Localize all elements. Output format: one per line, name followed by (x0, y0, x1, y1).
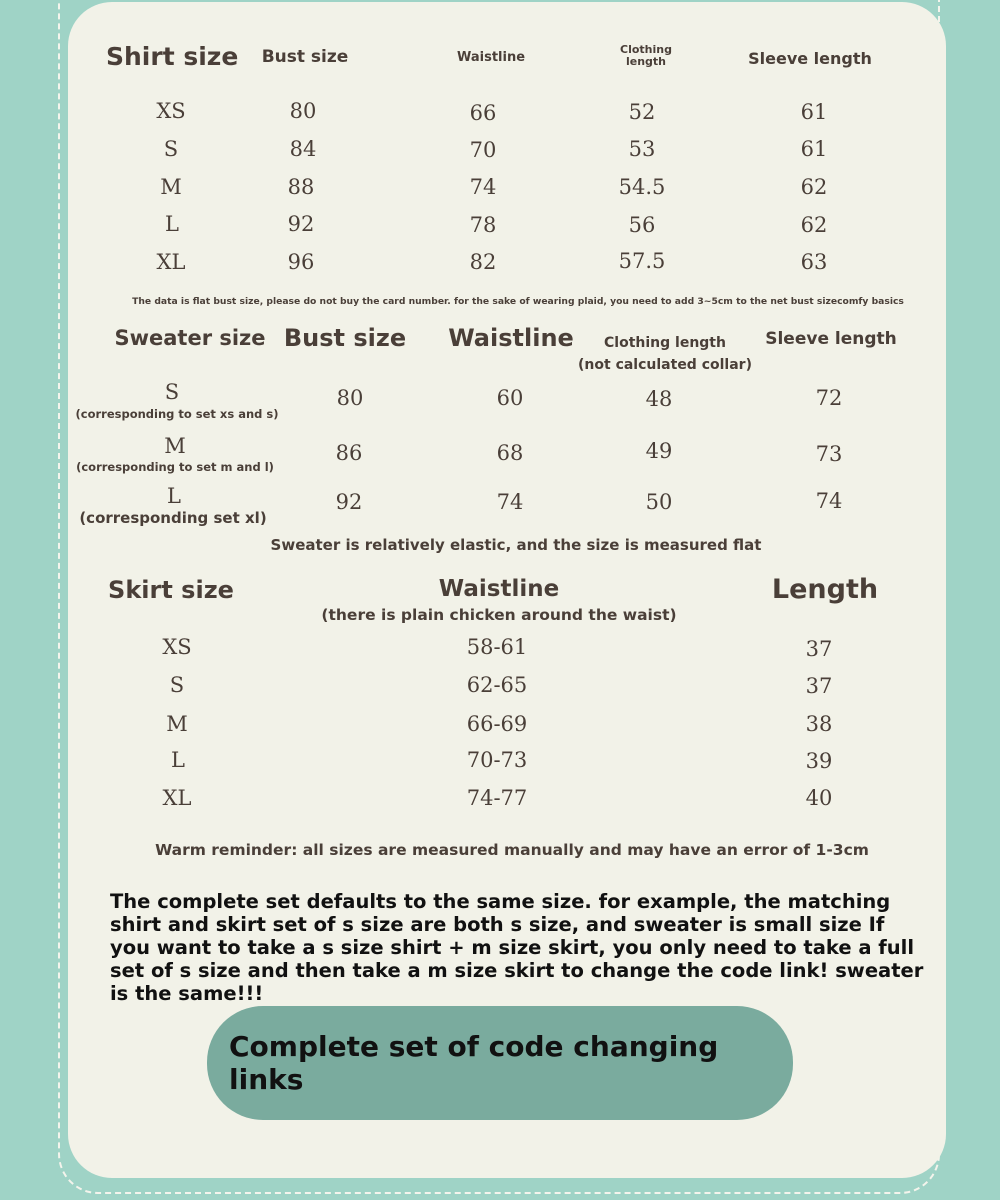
sweater-cell: 49 (645, 439, 673, 463)
skirt-cell: M (166, 712, 188, 736)
shirt-cell: S (163, 137, 179, 161)
clothing-length-line2: length (625, 55, 667, 68)
shirt-cell: 56 (628, 213, 656, 237)
shirt-clothing-length-header (620, 44, 672, 68)
set-size-note: The complete set defaults to the same size. for example, the matching shirt and skirt set of s size are both s size, and sweater is small size If you want to take a s size shirt + m size skirt, you only need to take a full set of s size and then take a m size skirt to change the code link! sweater is the same!!! (110, 890, 924, 1005)
skirt-cell: 40 (805, 786, 833, 810)
shirt-note: The data is flat bust size, please do not buy the card number. for the sake of wearing plaid, you need to add 3~5cm to the net bust sizecomfy basics (132, 296, 904, 307)
sweater-bust-header: Bust size (283, 324, 407, 352)
skirt-cell: 37 (805, 674, 833, 698)
skirt-cell: 74-77 (466, 786, 528, 810)
skirt-waistline-sub: (there is plain chicken around the waist) (321, 606, 677, 624)
shirt-size-header: Shirt size (106, 42, 239, 71)
shirt-cell: 78 (469, 213, 497, 237)
sweater-size-header: Sweater size (114, 326, 266, 350)
shirt-cell: 70 (469, 138, 497, 162)
shirt-cell: M (160, 175, 182, 199)
skirt-cell: 70-73 (466, 748, 528, 772)
sweater-size-cell: L (167, 484, 181, 508)
sweater-cell: 48 (645, 387, 673, 411)
shirt-cell: 53 (628, 137, 656, 161)
skirt-note: Warm reminder: all sizes are measured manually and may have an error of 1-3cm (155, 841, 869, 859)
shirt-cell: 62 (800, 213, 828, 237)
sweater-cell: 74 (815, 489, 843, 513)
sweater-clothing-length-header (578, 332, 752, 376)
shirt-cell: 61 (800, 100, 828, 124)
shirt-waistline-header: Waistline (456, 50, 526, 65)
sweater-clothing-length-sub: (not calculated collar) (578, 357, 752, 373)
sweater-cell: 68 (496, 441, 524, 465)
sweater-clothing-length-title: Clothing length (604, 335, 726, 351)
shirt-cell: 57.5 (618, 249, 666, 273)
shirt-cell: 84 (289, 137, 317, 161)
sweater-cell: 50 (645, 490, 673, 514)
shirt-cell: 66 (469, 101, 497, 125)
shirt-cell: 92 (287, 212, 315, 236)
skirt-cell: 58-61 (466, 635, 528, 659)
skirt-cell: XS (162, 635, 192, 659)
shirt-cell: 52 (628, 100, 656, 124)
skirt-cell: XL (162, 786, 192, 810)
sweater-cell: 72 (815, 386, 843, 410)
sweater-cell: 80 (336, 386, 364, 410)
sweater-cell: 60 (496, 386, 524, 410)
shirt-cell: 63 (800, 250, 828, 274)
code-changing-links-button[interactable]: Complete set of code changing links (207, 1006, 793, 1120)
shirt-cell: 61 (800, 137, 828, 161)
skirt-cell: L (171, 748, 185, 772)
skirt-cell: 39 (805, 749, 833, 773)
sweater-size-cell: S (164, 380, 180, 404)
skirt-cell: 62-65 (466, 673, 528, 697)
shirt-cell: 96 (287, 250, 315, 274)
sweater-cell: 74 (496, 490, 524, 514)
skirt-waistline-header: Waistline (438, 576, 560, 602)
clothing-length-line1: Clothing (620, 43, 672, 56)
shirt-cell: 54.5 (618, 175, 666, 199)
skirt-length-header: Length (771, 574, 879, 605)
shirt-cell: 62 (800, 175, 828, 199)
shirt-cell: XL (156, 250, 186, 274)
sweater-waistline-header: Waistline (448, 324, 574, 352)
sweater-cell: 92 (335, 490, 363, 514)
shirt-cell: XS (156, 99, 186, 123)
skirt-cell: 38 (805, 712, 833, 736)
shirt-cell: 88 (287, 175, 315, 199)
shirt-cell: L (165, 212, 179, 236)
skirt-cell: 66-69 (466, 712, 528, 736)
shirt-cell: 80 (289, 99, 317, 123)
sweater-size-cell: M (164, 434, 186, 458)
shirt-cell: 82 (469, 250, 497, 274)
shirt-sleeve-header: Sleeve length (748, 49, 872, 68)
skirt-size-header: Skirt size (108, 576, 234, 604)
sweater-size-sub: (corresponding to set m and l) (76, 460, 274, 474)
skirt-cell: S (169, 673, 185, 697)
sweater-sleeve-header: Sleeve length (765, 329, 897, 349)
skirt-cell: 37 (805, 637, 833, 661)
sweater-note: Sweater is relatively elastic, and the size is measured flat (270, 536, 762, 554)
sweater-size-sub: (corresponding set xl) (79, 509, 267, 527)
shirt-bust-header: Bust size (261, 47, 349, 67)
shirt-cell: 74 (469, 175, 497, 199)
sweater-size-sub: (corresponding to set xs and s) (75, 407, 279, 421)
sweater-cell: 73 (815, 442, 843, 466)
sweater-cell: 86 (335, 441, 363, 465)
